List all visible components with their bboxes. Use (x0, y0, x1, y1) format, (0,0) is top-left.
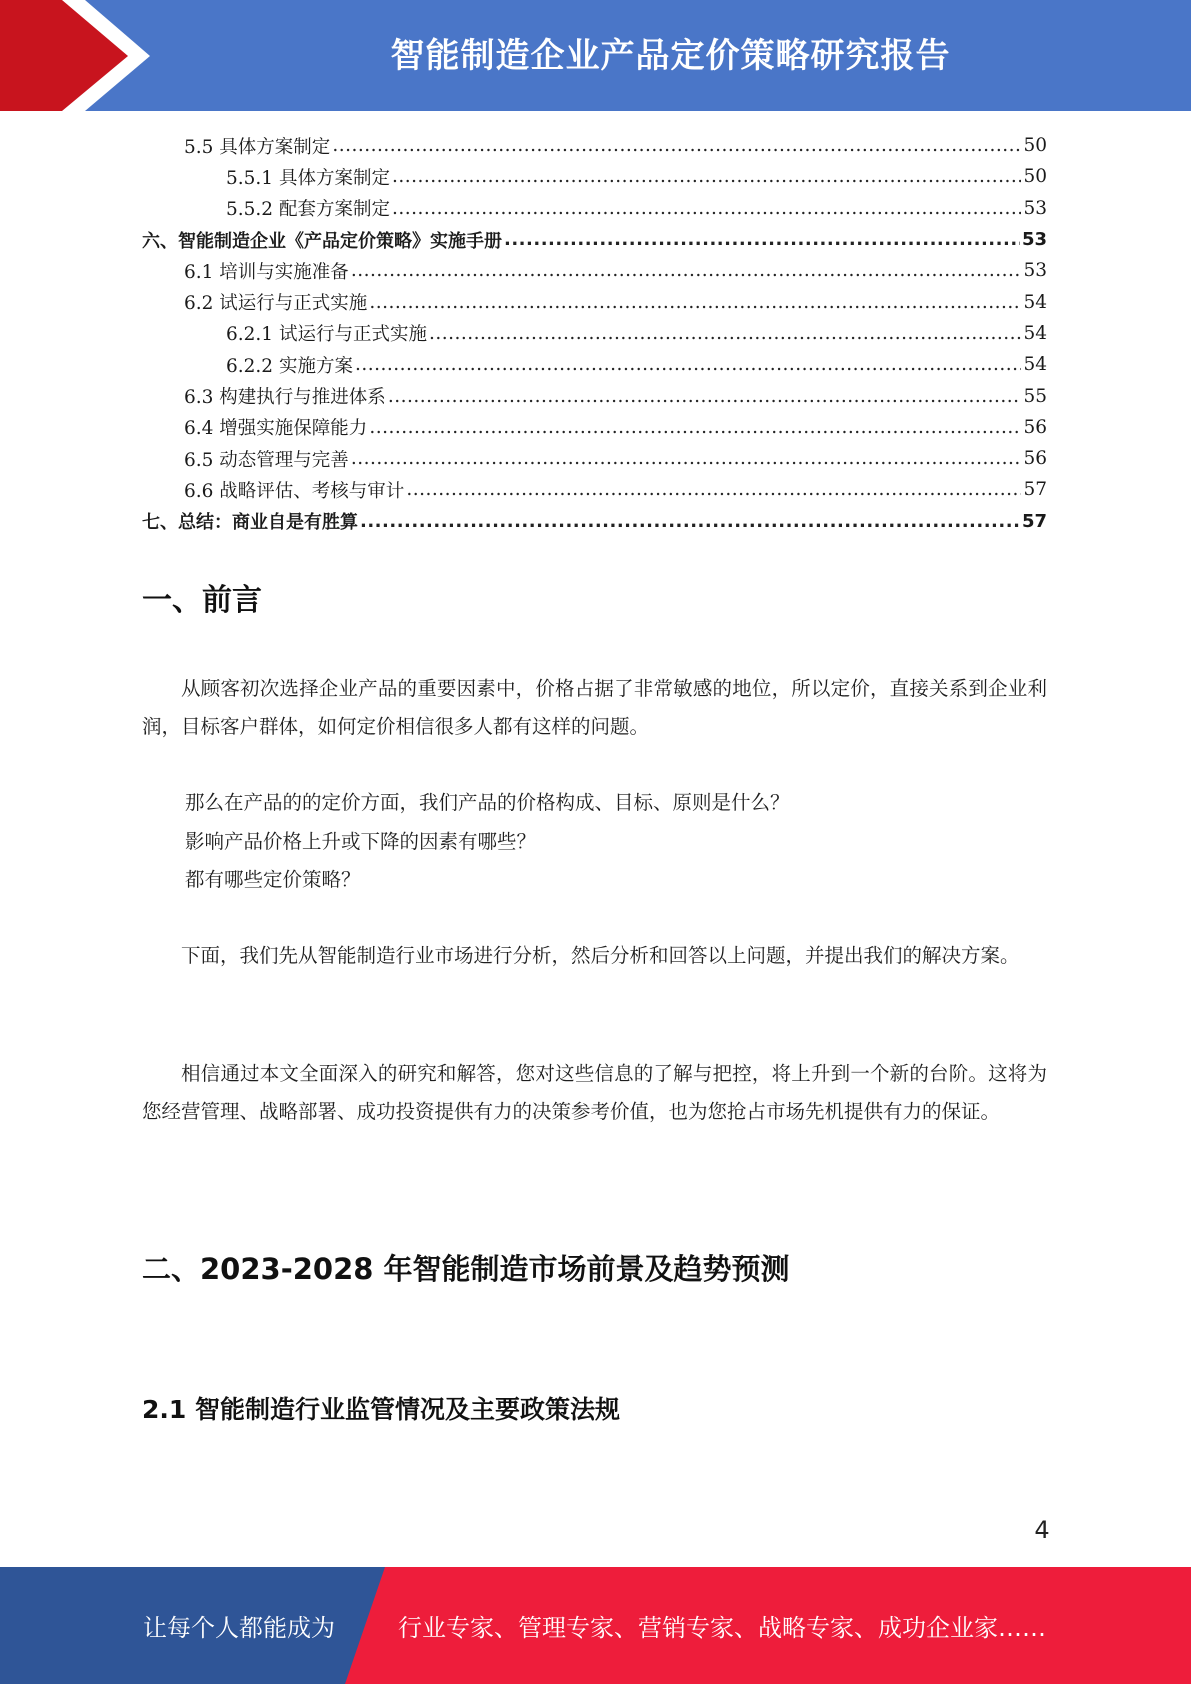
toc-entry-title: 七、总结：商业自是有胜算 (142, 512, 358, 534)
toc-leader-dots (360, 511, 1020, 532)
toc-leader-dots (369, 292, 1021, 313)
paragraph: 下面，我们先从智能制造行业市场进行分析，然后分析和回答以上问题，并提出我们的解决方案。 (181, 944, 1020, 967)
toc-entry[interactable] (142, 286, 1047, 317)
toc-leader-dots (351, 260, 1022, 281)
toc-entry[interactable] (142, 412, 1047, 443)
paragraph: 相信通过本文全面深入的研究和解答，您对这些信息的了解与把控，将上升到一个新的台阶。这将为您经营管理、战略部署、成功投资提供有力的决策参考价值，也为您抢占市场先机提供有力的保证。 (142, 1062, 1047, 1123)
section-heading-market: 二、2023-2028 年智能制造市场前景及趋势预测 (142, 1252, 790, 1286)
toc-leader-dots (369, 417, 1021, 438)
toc-leader-dots (392, 198, 1021, 219)
toc-entry-title: 六、智能制造企业《产品定价策略》实施手册 (142, 230, 502, 252)
paragraph: 从顾客初次选择企业产品的重要因素中，价格占据了非常敏感的地位，所以定价，直接关系到企业利润，目标客户群体，如何定价相信很多人都有这样的问题。 (142, 677, 1047, 738)
page-footer (0, 1567, 1191, 1684)
toc-entry[interactable] (142, 193, 1047, 224)
toc-entry-page: 50 (1023, 166, 1047, 188)
toc-leader-dots (406, 479, 1021, 500)
page-number: 4 (1034, 1516, 1050, 1544)
toc-entry[interactable] (142, 380, 1047, 411)
toc-entry-page: 53 (1023, 197, 1047, 219)
toc-entry-title: 6.2.1 试运行与正式实施 (226, 324, 427, 346)
toc-entry-page: 56 (1023, 448, 1047, 470)
toc-entry-page: 55 (1023, 385, 1047, 407)
toc-entry-page: 54 (1023, 291, 1047, 313)
toc-entry-page: 54 (1023, 354, 1047, 376)
toc-entry[interactable] (142, 255, 1047, 286)
toc-entry-title: 6.4 增强实施保障能力 (184, 418, 368, 440)
toc-entry[interactable] (142, 443, 1047, 474)
footer-slogan-left: 让每个人都能成为 (143, 1614, 335, 1642)
toc-entry-title: 5.5.1 具体方案制定 (226, 167, 390, 189)
toc-leader-dots (504, 229, 1020, 250)
toc-leader-dots (392, 166, 1021, 187)
toc-entry-title: 6.2 试运行与正式实施 (184, 293, 368, 315)
toc-leader-dots (388, 386, 1022, 407)
toc-leader-dots (429, 323, 1021, 344)
table-of-contents (142, 130, 1047, 537)
toc-entry[interactable] (142, 506, 1047, 537)
toc-entry[interactable] (142, 474, 1047, 505)
toc-entry[interactable] (142, 130, 1047, 161)
toc-leader-dots (355, 354, 1022, 375)
toc-leader-dots (332, 135, 1021, 156)
question-line: 影响产品价格上升或下降的因素有哪些？ (185, 830, 537, 853)
toc-entry-title: 6.2.2 实施方案 (226, 355, 353, 377)
subsection-heading: 2.1 智能制造行业监管情况及主要政策法规 (142, 1395, 620, 1424)
question-line: 都有哪些定价策略？ (185, 868, 361, 891)
section-heading-preface: 一、前言 (142, 583, 262, 618)
toc-entry-page: 50 (1023, 135, 1047, 157)
toc-entry[interactable] (142, 224, 1047, 255)
toc-entry-page: 57 (1021, 510, 1047, 532)
toc-entry-title: 5.5.2 配套方案制定 (226, 199, 390, 221)
toc-entry-page: 53 (1021, 229, 1047, 251)
toc-entry-title: 6.6 战略评估、考核与审计 (184, 480, 405, 502)
toc-entry-page: 57 (1023, 479, 1047, 501)
footer-slogan-right: 行业专家、管理专家、营销专家、战略专家、成功企业家…… (398, 1614, 1046, 1642)
toc-leader-dots (351, 448, 1022, 469)
toc-entry-title: 6.1 培训与实施准备 (184, 261, 349, 283)
toc-entry[interactable] (142, 349, 1047, 380)
toc-entry-page: 54 (1023, 322, 1047, 344)
toc-entry-page: 53 (1023, 260, 1047, 282)
toc-entry[interactable] (142, 318, 1047, 349)
page-header (0, 0, 1191, 111)
toc-entry-title: 5.5 具体方案制定 (184, 136, 331, 158)
toc-entry-page: 56 (1023, 416, 1047, 438)
toc-entry-title: 6.5 动态管理与完善 (184, 449, 349, 471)
toc-entry-title: 6.3 构建执行与推进体系 (184, 387, 386, 409)
report-title: 智能制造企业产品定价策略研究报告 (390, 35, 951, 76)
toc-entry[interactable] (142, 161, 1047, 192)
question-line: 那么在产品的的定价方面，我们产品的价格构成、目标、原则是什么？ (185, 791, 790, 814)
